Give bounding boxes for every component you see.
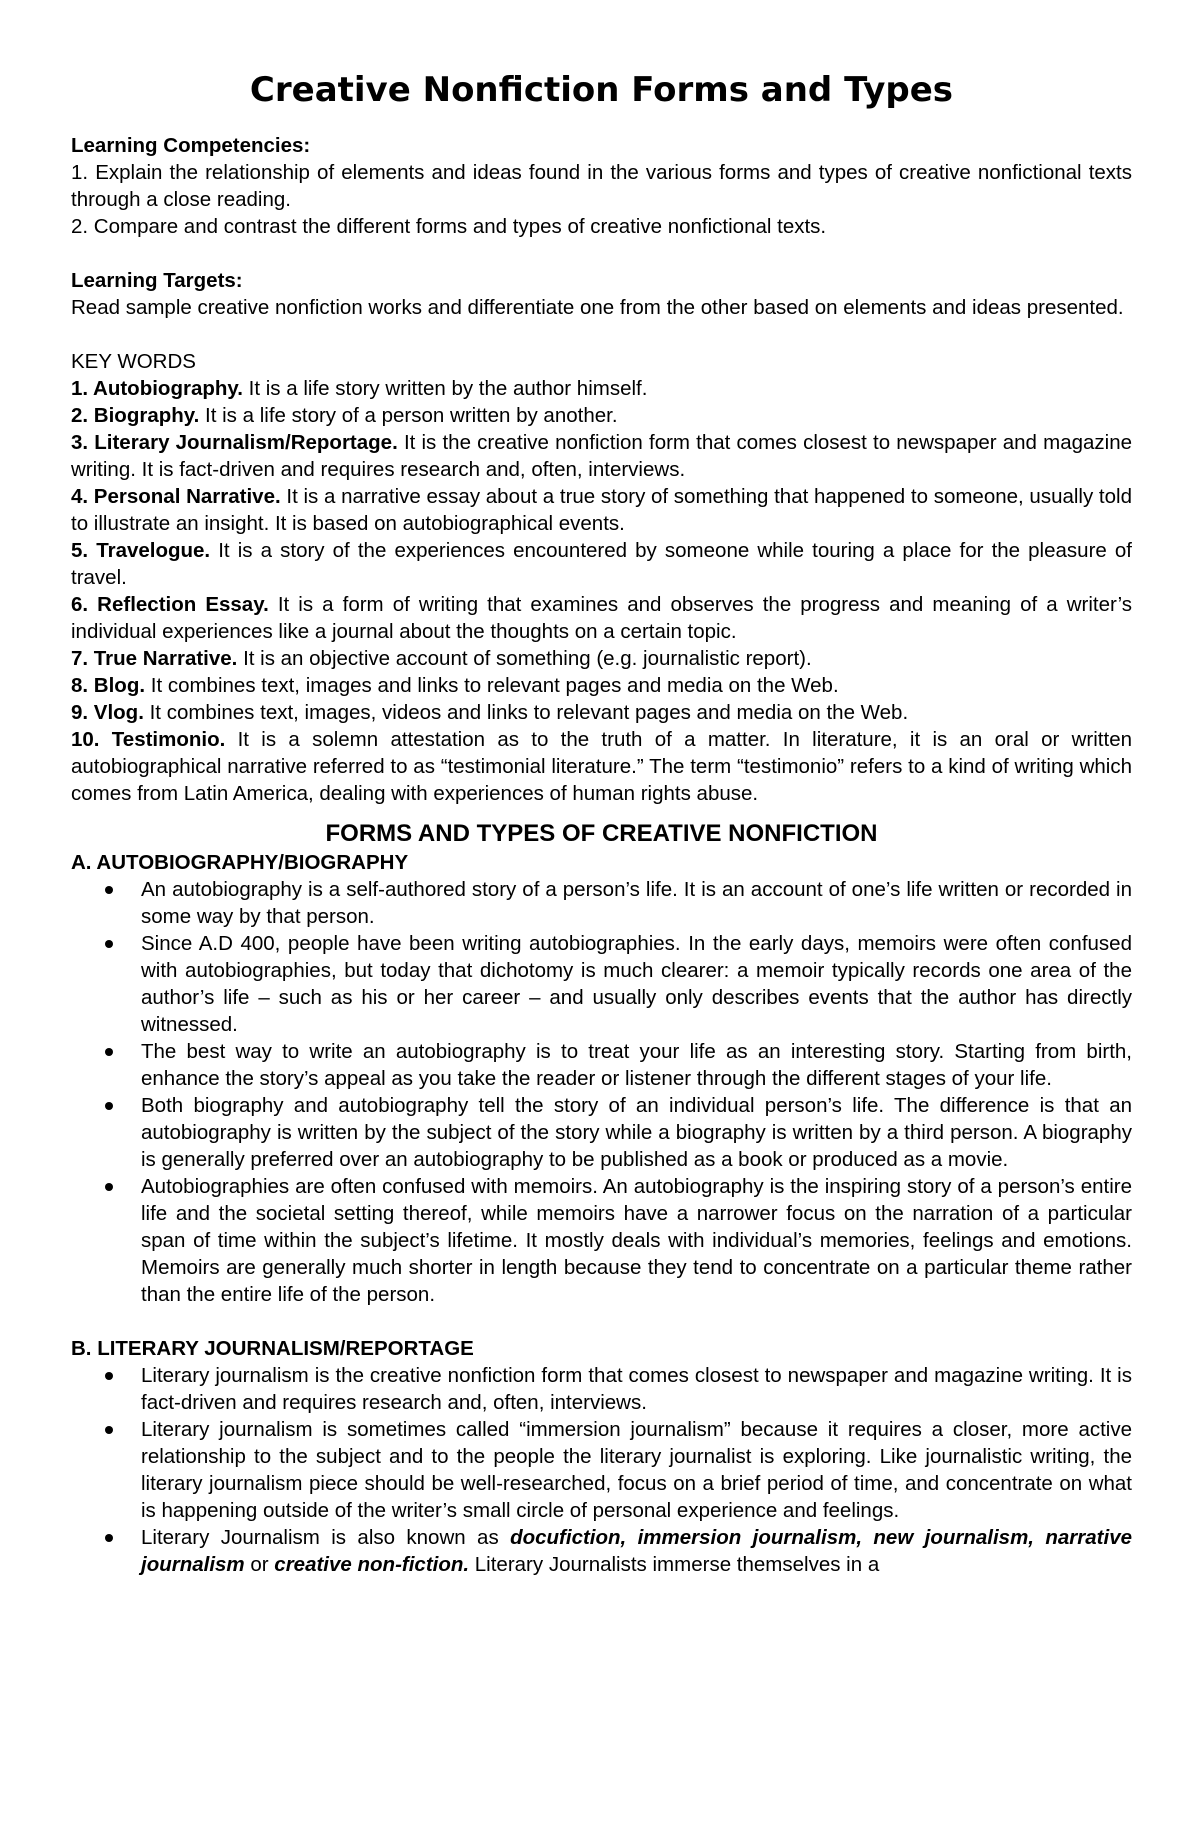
- keyword-definition: It is the creative nonfiction form that comes closest to newspaper and magazine writing. It is fact-driven and requires research and, often, interviews.: [71, 431, 1133, 481]
- keyword-term: 8. Blog.: [71, 674, 146, 697]
- keyword-item: [71, 429, 1132, 483]
- keyword-term: 6. Reflection Essay.: [71, 593, 269, 616]
- targets-text: Read sample creative nonfiction works and differentiate one from the other based on elements and ideas presented.: [71, 296, 1124, 319]
- keyword-definition: It is a story of the experiences encountered by someone while touring a place for the pleasure of travel.: [71, 539, 1132, 589]
- section-a-list: [71, 876, 1132, 1308]
- list-item-text: Autobiographies are often confused with memoirs. An autobiography is the inspiring story of a person’s entire life and the societal setting thereof, while memoirs have a narrower focus on the narration of a particular span of time within the subject’s lifetime. It mostly deals with individual’s memories, feelings and emotions. Memoirs are generally much shorter in length because they tend to concentrate on a particular theme rather than the entire life of the person.: [141, 1175, 1132, 1306]
- keyword-term: 1. Autobiography.: [71, 377, 243, 400]
- competency-item: 1. Explain the relationship of elements and ideas found in the various forms and types of creative nonfictional texts through a close reading.: [71, 161, 1132, 211]
- list-item: [71, 876, 1132, 930]
- keywords-heading: KEY WORDS: [71, 350, 196, 373]
- competencies-heading: Learning Competencies:: [71, 134, 311, 157]
- bullet-icon: [105, 886, 113, 894]
- forms-heading: FORMS AND TYPES OF CREATIVE NONFICTION: [325, 820, 878, 847]
- keyword-definition: It is a solemn attestation as to the truth of a matter. In literature, it is an oral or written autobiographical narrative referred to as “testimonial literature.” The term “testimonio” refers to a kind of writing which comes from Latin America, dealing with experiences of human rights abuse.: [71, 728, 1132, 805]
- list-item-emphasis: creative non-fiction.: [274, 1553, 470, 1576]
- keyword-item: [71, 672, 1132, 699]
- section-b-list: [71, 1362, 1132, 1578]
- list-item-text: Literary journalism is sometimes called “immersion journalism” because it requires a closer, more active relationship to the subject and to the people the literary journalist is exploring. Like journalistic writing, the literary journalism piece should be well-researched, focus on a brief period of time, and concentrate on what is happening outside of the writer’s small circle of personal experience and feelings.: [141, 1418, 1132, 1522]
- keyword-item: [71, 591, 1132, 645]
- keyword-term: 2. Biography.: [71, 404, 200, 427]
- keyword-term: 7. True Narrative.: [71, 647, 238, 670]
- bullet-icon: [105, 940, 113, 948]
- keyword-definition: It combines text, images, videos and links to relevant pages and media on the Web.: [143, 701, 909, 724]
- section-b-heading: B. LITERARY JOURNALISM/REPORTAGE: [71, 1337, 474, 1360]
- keyword-term: 9. Vlog.: [71, 701, 144, 724]
- list-item-post: Literary Journalists immerse themselves in a: [469, 1553, 880, 1576]
- keyword-definition: It is a life story written by the author himself.: [242, 377, 648, 400]
- keyword-term: 4. Personal Narrative.: [71, 485, 281, 508]
- list-item: [71, 1173, 1132, 1308]
- bullet-icon: [105, 1183, 113, 1191]
- page-title: Creative Nonfiction Forms and Types: [249, 70, 954, 110]
- keyword-term: 10. Testimonio.: [71, 728, 226, 751]
- list-item: [71, 1416, 1132, 1524]
- keyword-term: 5. Travelogue.: [71, 539, 211, 562]
- keyword-definition: It is a life story of a person written by another.: [199, 404, 618, 427]
- keyword-item: [71, 483, 1132, 537]
- keyword-item: [71, 402, 1132, 429]
- list-item-text: Both biography and autobiography tell the story of an individual person’s life. The difference is that an autobiography is written by the subject of the story while a biography is written by a third person. A biography is generally preferred over an autobiography to be published as a book or produced as a movie.: [141, 1094, 1132, 1171]
- bullet-icon: [105, 1372, 113, 1380]
- keyword-definition: It is an objective account of something (e.g. journalistic report).: [237, 647, 812, 670]
- bullet-icon: [105, 1102, 113, 1110]
- keyword-item: [71, 375, 1132, 402]
- bullet-icon: [105, 1534, 113, 1542]
- list-item: [71, 1362, 1132, 1416]
- keyword-definition: It combines text, images and links to relevant pages and media on the Web.: [145, 674, 839, 697]
- targets-heading: Learning Targets:: [71, 269, 243, 292]
- list-item: [71, 1524, 1132, 1578]
- keyword-item: [71, 645, 1132, 672]
- section-a-heading: A. AUTOBIOGRAPHY/BIOGRAPHY: [71, 851, 409, 874]
- competency-item: 2. Compare and contrast the different forms and types of creative nonfictional texts.: [71, 215, 827, 238]
- list-item: [71, 1092, 1132, 1173]
- list-item-text: An autobiography is a self-authored story of a person’s life. It is an account of one’s life written or recorded in some way by that person.: [141, 878, 1132, 928]
- list-item-emphasis: docufiction, immersion journalism, new journalism, narrative journalism: [141, 1526, 1132, 1576]
- list-item-text: Since A.D 400, people have been writing autobiographies. In the early days, memoirs were often confused with autobiographies, but today that dichotomy is much clearer: a memoir typically records one area of the author’s life – such as his or her career – and usually only describes events that the author has directly witnessed.: [141, 932, 1132, 1036]
- keyword-item: [71, 699, 1132, 726]
- list-item-pre: Literary Journalism is also known as: [141, 1526, 511, 1549]
- keyword-definition: It is a narrative essay about a true story of something that happened to someone, usually told to illustrate an insight. It is based on autobiographical events.: [71, 485, 1132, 535]
- bullet-icon: [105, 1426, 113, 1434]
- keyword-item: [71, 726, 1132, 807]
- bullet-icon: [105, 1048, 113, 1056]
- keyword-term: 3. Literary Journalism/Reportage.: [71, 431, 398, 454]
- keyword-definition: It is a form of writing that examines and observes the progress and meaning of a writer’s individual experiences like a journal about the thoughts on a certain topic.: [71, 593, 1132, 643]
- list-item: [71, 1038, 1132, 1092]
- list-item-mid: or: [244, 1553, 275, 1576]
- list-item-text: Literary journalism is the creative nonfiction form that comes closest to newspaper and magazine writing. It is fact-driven and requires research and, often, interviews.: [141, 1364, 1132, 1414]
- list-item: [71, 930, 1132, 1038]
- list-item-text: The best way to write an autobiography is to treat your life as an interesting story. Starting from birth, enhance the story’s appeal as you take the reader or listener through the different stages of your life.: [141, 1040, 1132, 1090]
- keyword-item: [71, 537, 1132, 591]
